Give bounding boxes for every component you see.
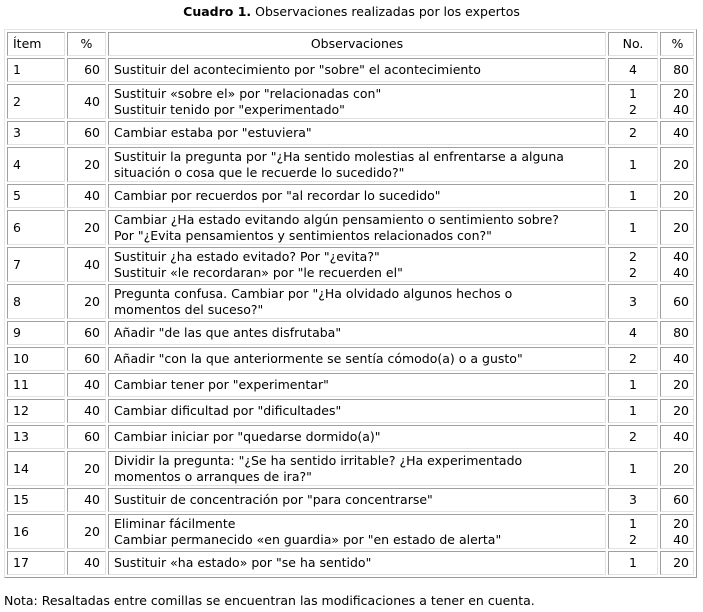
cell-percent: 60 [67,58,106,82]
cell-percent: 20 [67,210,106,245]
observation-line: Sustituir «ha estado» por "se ha sentido" [114,555,372,570]
number-line: 1 [629,555,637,570]
percent-line: 40 [673,351,689,366]
header-observations: Observaciones [108,32,606,56]
cell-item: 9 [7,321,65,345]
cell-number [608,121,658,145]
cell-number [608,551,658,575]
observation-line: Pregunta confusa. Cambiar por "¿Ha olvidado algunos hechos o [114,285,513,301]
cell-observations [108,121,606,145]
cell-observations [108,399,606,423]
cell-observations [108,247,606,282]
cell-percent: 40 [67,399,106,423]
cell-number [608,210,658,245]
cell-observations [108,373,606,397]
cell-percent: 40 [67,551,106,575]
cell-percent-2 [660,321,694,345]
percent-line: 60 [673,293,689,309]
table-row [7,84,694,119]
observation-line: Sustituir de concentración por "para concentrarse" [114,492,433,507]
table-row [7,58,694,82]
percent-line: 20 [673,555,689,570]
cell-number [608,347,658,371]
cell-observations [108,58,606,82]
table-row [7,247,694,282]
cell-item: 11 [7,373,65,397]
cell-percent-2 [660,121,694,145]
cell-item: 4 [7,147,65,182]
percent-line: 20 [673,156,689,172]
cell-item: 15 [7,488,65,512]
cell-percent: 60 [67,425,106,449]
cell-percent: 20 [67,514,106,549]
observations-table [5,30,696,577]
percent-line: 40 [673,531,689,547]
percent-line: 80 [673,325,689,340]
cell-observations [108,347,606,371]
observation-line: Por "¿Evita pensamientos y sentimientos relacionados con?" [114,227,492,243]
percent-line: 40 [673,248,689,264]
cell-percent: 20 [67,451,106,486]
number-line: 1 [629,188,637,203]
cell-number [608,84,658,119]
cell-percent-2 [660,347,694,371]
observation-line: Cambiar dificultad por "dificultades" [114,403,342,418]
percent-line: 20 [673,403,689,418]
cell-percent: 40 [67,84,106,119]
percent-line: 40 [673,101,689,117]
observation-line: Sustituir «le recordaran» por "le recuerden el" [114,264,403,280]
observation-line: momentos o arranques de ira?" [114,468,312,484]
observation-line: Sustituir «sobre el» por "relacionadas con" [114,85,382,101]
table-row [7,514,694,549]
cell-percent: 40 [67,184,106,208]
observation-line: situación o cosa que le recuerde lo sucedido?" [114,164,405,180]
header-percent: % [67,32,106,56]
cell-item: 12 [7,399,65,423]
cell-percent-2 [660,514,694,549]
cell-percent-2 [660,488,694,512]
observation-line: Cambiar estaba por "estuviera" [114,125,312,140]
cell-observations [108,284,606,319]
observation-line: Sustituir ¿ha estado evitado? Por "¿evita?" [114,248,380,264]
cell-observations [108,321,606,345]
observation-line: Eliminar fácilmente [114,515,236,531]
number-line: 1 [629,403,637,418]
cell-number [608,399,658,423]
number-line: 2 [629,125,637,140]
cell-observations [108,84,606,119]
number-line: 2 [629,531,637,547]
cell-percent-2 [660,373,694,397]
percent-line: 20 [673,219,689,235]
cell-percent-2 [660,84,694,119]
cell-item: 8 [7,284,65,319]
observation-line: Cambiar ¿Ha estado evitando algún pensamiento o sentimiento sobre? [114,211,559,227]
observation-line: Sustituir la pregunta por "¿Ha sentido molestias al enfrentarse a alguna [114,148,564,164]
cell-observations [108,488,606,512]
cell-item: 7 [7,247,65,282]
observation-line: Cambiar iniciar por "quedarse dormido(a)" [114,429,381,444]
observation-line: Añadir "con la que anteriormente se sentía cómodo(a) o a gusto" [114,351,523,366]
cell-percent-2 [660,399,694,423]
table-note: Nota: Resaltadas entre comillas se encuentran las modificaciones a tener en cuenta. [4,593,535,608]
cell-percent: 40 [67,373,106,397]
observations-table-frame [4,29,697,578]
number-line: 2 [629,429,637,444]
cell-observations [108,184,606,208]
header-percent-2: % [660,32,694,56]
cell-percent: 20 [67,284,106,319]
cell-item: 16 [7,514,65,549]
number-line: 3 [629,293,637,309]
cell-item: 1 [7,58,65,82]
number-line: 1 [629,515,637,531]
cell-percent: 40 [67,247,106,282]
observation-line: Sustituir del acontecimiento por "sobre" el acontecimiento [114,62,481,77]
percent-line: 20 [673,188,689,203]
number-line: 2 [629,101,637,117]
percent-line: 20 [673,85,689,101]
percent-line: 40 [673,264,689,280]
table-row [7,184,694,208]
cell-item: 10 [7,347,65,371]
number-line: 4 [629,62,637,77]
table-caption [0,4,703,19]
observation-line: Cambiar por recuerdos por "al recordar lo sucedido" [114,188,441,203]
cell-item: 3 [7,121,65,145]
cell-item: 2 [7,84,65,119]
table-row [7,373,694,397]
cell-percent-2 [660,551,694,575]
table-row [7,551,694,575]
table-row [7,425,694,449]
header-row [7,32,694,56]
cell-percent-2 [660,210,694,245]
cell-observations [108,210,606,245]
percent-line: 40 [673,429,689,444]
caption-label: Cuadro 1. [183,4,252,19]
cell-number [608,451,658,486]
cell-percent-2 [660,284,694,319]
cell-percent-2 [660,184,694,208]
percent-line: 40 [673,125,689,140]
table-row [7,121,694,145]
number-line: 2 [629,248,637,264]
cell-number [608,58,658,82]
header-number: No. [608,32,658,56]
observation-line: Dividir la pregunta: "¿Se ha sentido irritable? ¿Ha experimentado [114,452,523,468]
number-line: 3 [629,492,637,507]
cell-number [608,514,658,549]
observation-line: Cambiar tener por "experimentar" [114,377,329,392]
cell-number [608,284,658,319]
percent-line: 80 [673,62,689,77]
table-row [7,399,694,423]
cell-number [608,488,658,512]
cell-percent: 60 [67,121,106,145]
cell-percent: 20 [67,147,106,182]
observation-line: Añadir "de las que antes disfrutaba" [114,325,342,340]
table-row [7,321,694,345]
cell-percent: 40 [67,488,106,512]
cell-percent-2 [660,147,694,182]
cell-number [608,184,658,208]
table-row [7,284,694,319]
cell-item: 17 [7,551,65,575]
cell-observations [108,514,606,549]
cell-number [608,373,658,397]
table-row [7,147,694,182]
cell-item: 14 [7,451,65,486]
cell-number [608,147,658,182]
number-line: 2 [629,351,637,366]
cell-item: 13 [7,425,65,449]
number-line: 4 [629,325,637,340]
cell-percent-2 [660,247,694,282]
cell-observations [108,551,606,575]
table-row [7,347,694,371]
percent-line: 20 [673,377,689,392]
cell-number [608,321,658,345]
cell-percent: 60 [67,347,106,371]
number-line: 1 [629,85,637,101]
cell-observations [108,425,606,449]
table-body [7,58,694,575]
caption-text: Observaciones realizadas por los expertos [251,4,520,19]
observation-line: Cambiar permanecido «en guardia» por "en estado de alerta" [114,531,502,547]
cell-percent: 60 [67,321,106,345]
cell-item: 5 [7,184,65,208]
number-line: 1 [629,460,637,476]
header-item: Ítem [7,32,65,56]
table-row [7,210,694,245]
cell-observations [108,147,606,182]
cell-percent-2 [660,58,694,82]
percent-line: 20 [673,460,689,476]
table-row [7,488,694,512]
percent-line: 20 [673,515,689,531]
observation-line: momentos del suceso?" [114,301,264,317]
cell-number [608,425,658,449]
table-row [7,451,694,486]
cell-percent-2 [660,425,694,449]
cell-number [608,247,658,282]
cell-observations [108,451,606,486]
number-line: 1 [629,377,637,392]
observation-line: Sustituir tenido por "experimentado" [114,101,345,117]
cell-percent-2 [660,451,694,486]
number-line: 1 [629,156,637,172]
percent-line: 60 [673,492,689,507]
cell-item: 6 [7,210,65,245]
number-line: 1 [629,219,637,235]
number-line: 2 [629,264,637,280]
